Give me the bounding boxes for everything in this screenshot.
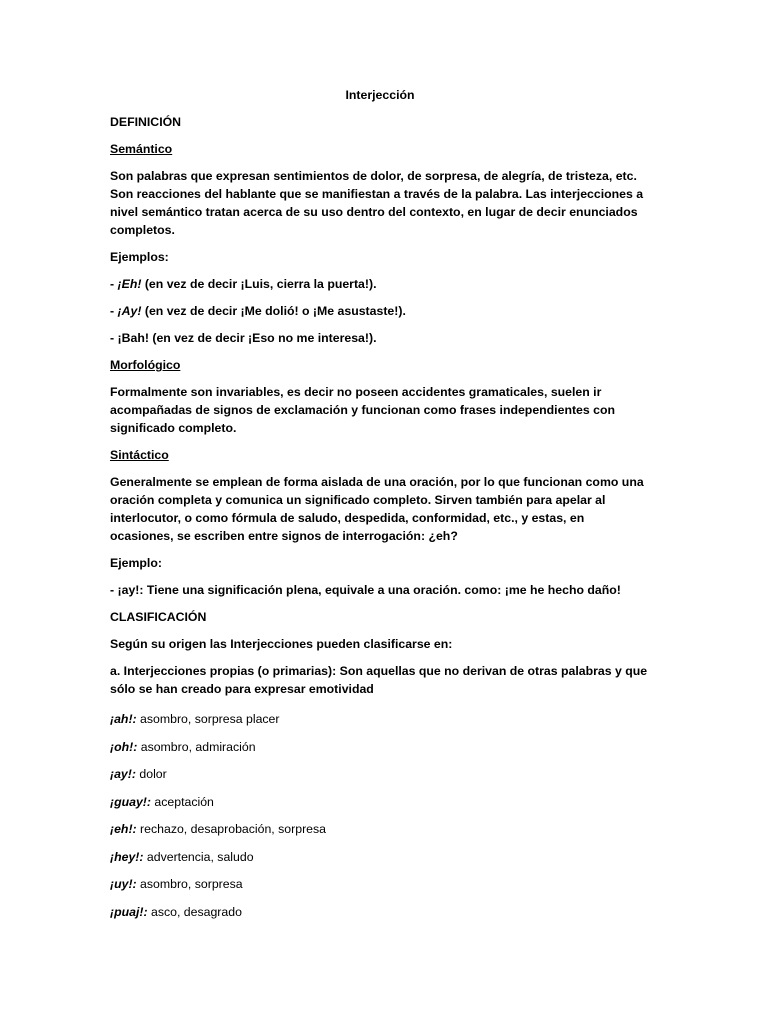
example-prefix: -	[110, 304, 118, 318]
example-prefix: -	[110, 331, 118, 345]
interjection-item	[110, 793, 650, 811]
interjection-word: ¡eh!:	[110, 822, 137, 836]
clasificacion-intro: Según su origen las Interjecciones pueden clasificarse en:	[110, 637, 453, 651]
example-rest: (en vez de decir ¡Luis, cierra la puerta!).	[141, 277, 377, 291]
ejemplo-label: Ejemplo:	[110, 556, 162, 570]
semantico-heading: Semántico	[110, 142, 173, 156]
ejemplos-label: Ejemplos:	[110, 250, 169, 264]
morfologico-paragraph: Formalmente son invariables, es decir no poseen accidentes gramaticales, suelen ir acompañadas de signos de exclamación y funcionan como frases independientes con significado completo.	[110, 385, 616, 435]
clasificacion-heading: CLASIFICACIÓN	[110, 610, 207, 624]
propias-label: a. Interjecciones propias (o primarias):	[110, 664, 337, 678]
example-item	[110, 302, 650, 320]
example-item	[110, 275, 650, 293]
semantico-paragraph: Son palabras que expresan sentimientos de dolor, de sorpresa, de alegría, de tristeza, etc. Son reacciones del hablante que se manifiestan a través de la palabra. Las interjecciones a nivel semántico tratan acerca de su uso dentro del contexto, en lugar de decir enunciados completos.	[110, 169, 644, 237]
interjection-word: ¡guay!:	[110, 794, 151, 809]
sintactico-paragraph: Generalmente se emplean de forma aislada de una oración, por lo que funcionan como una oración completa y comunica un significado completo. Sirven también para apelar al interlocutor, o como fórmula de saludo, despedida, conformidad, etc., y estas, en ocasiones, se escriben entre signos de interrogación: ¿eh?	[110, 475, 644, 543]
interjection-item	[110, 738, 650, 756]
interjection-item	[110, 820, 650, 838]
example-word: ¡Eh!	[117, 277, 142, 291]
interjection-word: ¡oh!:	[110, 739, 138, 754]
interjection-word: ¡ah!:	[110, 712, 137, 726]
example-prefix: -	[110, 277, 118, 291]
sintactico-example: - ¡ay!: Tiene una significación plena, equivale a una oración. como: ¡me he hecho daño!	[110, 583, 621, 597]
interjection-item	[110, 765, 650, 783]
interjection-meaning: asombro, sorpresa placer	[136, 712, 280, 726]
propias-paragraph	[110, 662, 650, 698]
interjection-word: ¡ay!:	[110, 767, 136, 781]
document-title: Interjección	[345, 88, 415, 102]
interjection-meaning: asombro, sorpresa	[136, 877, 243, 891]
example-item	[110, 329, 650, 347]
morfologico-heading: Morfológico	[110, 358, 181, 372]
interjection-meaning: asombro, admiración	[137, 739, 256, 754]
interjection-meaning: advertencia, saludo	[143, 849, 254, 864]
example-rest: (en vez de decir ¡Eso no me interesa!).	[148, 331, 377, 345]
propias-text: Son aquellas que no derivan de otras palabras y que sólo se han creado para expresar emotividad	[110, 664, 648, 696]
interjection-word: ¡uy!:	[110, 877, 137, 891]
interjection-item	[110, 710, 650, 728]
document-content	[110, 86, 650, 930]
example-rest: (en vez de decir ¡Me dolió! o ¡Me asustaste!).	[141, 304, 406, 318]
interjection-item	[110, 875, 650, 893]
interjection-word: ¡hey!:	[110, 849, 144, 864]
definicion-heading: DEFINICIÓN	[110, 115, 182, 129]
sintactico-heading: Sintáctico	[110, 448, 169, 462]
interjection-item	[110, 903, 650, 921]
interjection-item	[110, 848, 650, 866]
example-word: ¡Bah!	[117, 331, 149, 345]
example-word: ¡Ay!	[117, 304, 142, 318]
interjection-word: ¡puaj!:	[110, 904, 148, 919]
interjection-meaning: aceptación	[151, 794, 214, 809]
interjection-meaning: dolor	[135, 767, 167, 781]
interjection-meaning: rechazo, desaprobación, sorpresa	[136, 822, 326, 836]
interjection-meaning: asco, desagrado	[147, 904, 242, 919]
